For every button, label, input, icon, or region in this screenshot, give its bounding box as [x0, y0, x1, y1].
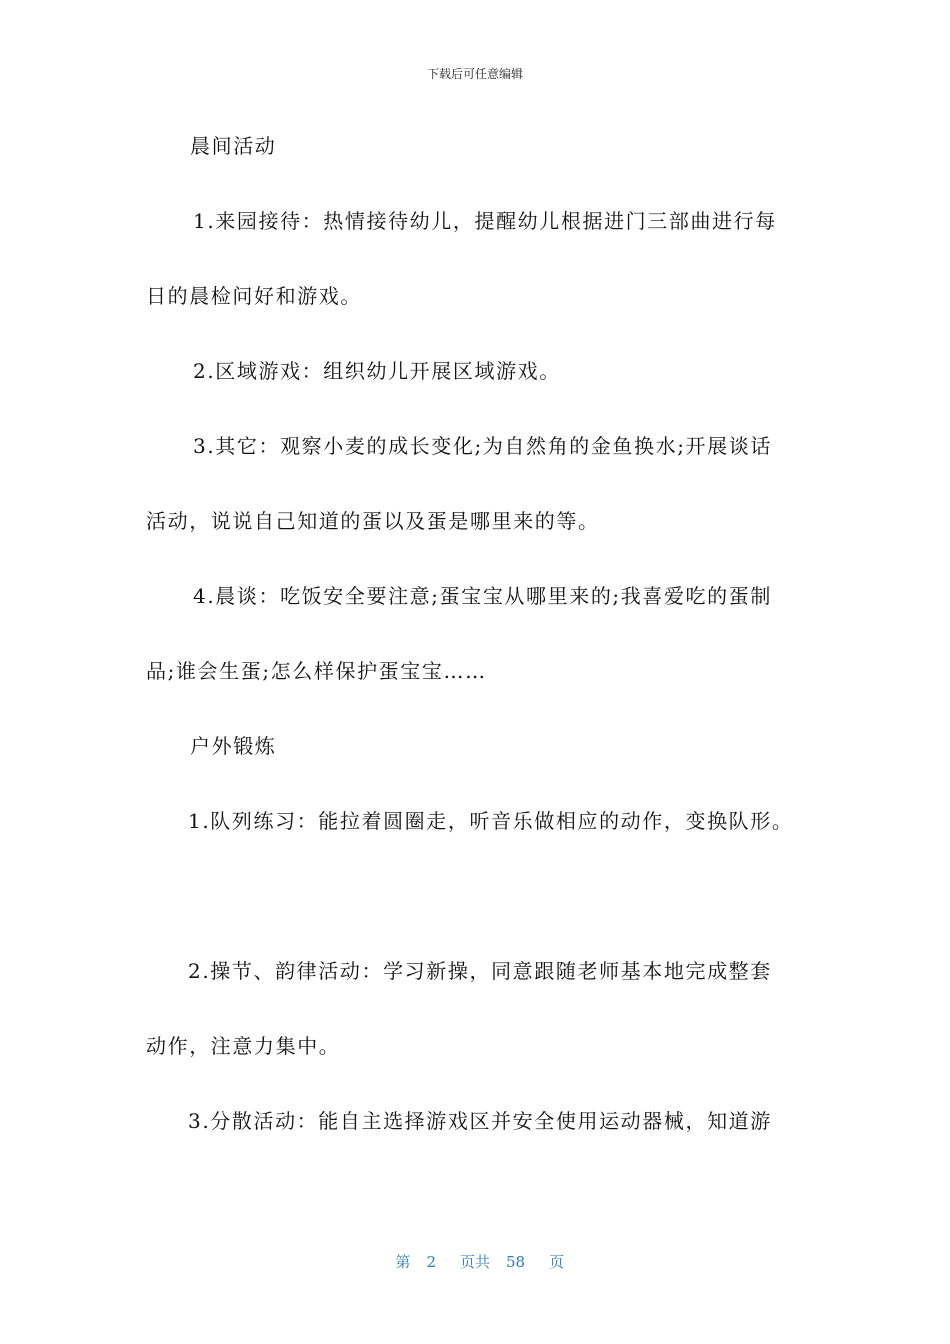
- paragraph-line: 2.操节、韵律活动：学习新操，同意跟随老师基本地完成整套: [188, 959, 772, 983]
- paragraph-line: 2.区域游戏：组织幼儿开展区域游戏。: [193, 359, 561, 383]
- paragraph-line: 1.来园接待：热情接待幼儿，提醒幼儿根据进门三部曲进行每: [193, 209, 777, 233]
- paragraph-line: 1.队列练习：能拉着圆圈走，听音乐做相应的动作，变换队形。: [188, 809, 794, 833]
- page-header-note: 下载后可任意编辑: [426, 67, 523, 81]
- paragraph-line: 动作，注意力集中。: [146, 1034, 341, 1058]
- paragraph-line: 3.其它：观察小麦的成长变化;为自然角的金鱼换水;开展谈话: [193, 434, 772, 458]
- page-footer: [0, 1229, 950, 1273]
- footer-page-number: 2: [426, 1253, 436, 1271]
- paragraph-line: 3.分散活动：能自主选择游戏区并安全使用运动器械，知道游: [188, 1109, 772, 1133]
- footer-suffix: 页: [549, 1253, 565, 1271]
- footer-middle: 页共: [459, 1253, 490, 1271]
- footer-total-pages: 58: [506, 1253, 526, 1271]
- paragraph-line: 活动，说说自己知道的蛋以及蛋是哪里来的等。: [146, 509, 600, 533]
- paragraph-line: 品;谁会生蛋;怎么样保护蛋宝宝……: [146, 659, 487, 683]
- section-heading-morning-activities: 晨间活动: [190, 134, 277, 158]
- paragraph-line: 4.晨谈：吃饭安全要注意;蛋宝宝从哪里来的;我喜爱吃的蛋制: [193, 584, 772, 608]
- paragraph-line: 日的晨检问好和游戏。: [146, 284, 362, 308]
- footer-prefix: 第: [395, 1253, 411, 1271]
- section-heading-outdoor-exercise: 户外锻炼: [190, 734, 277, 758]
